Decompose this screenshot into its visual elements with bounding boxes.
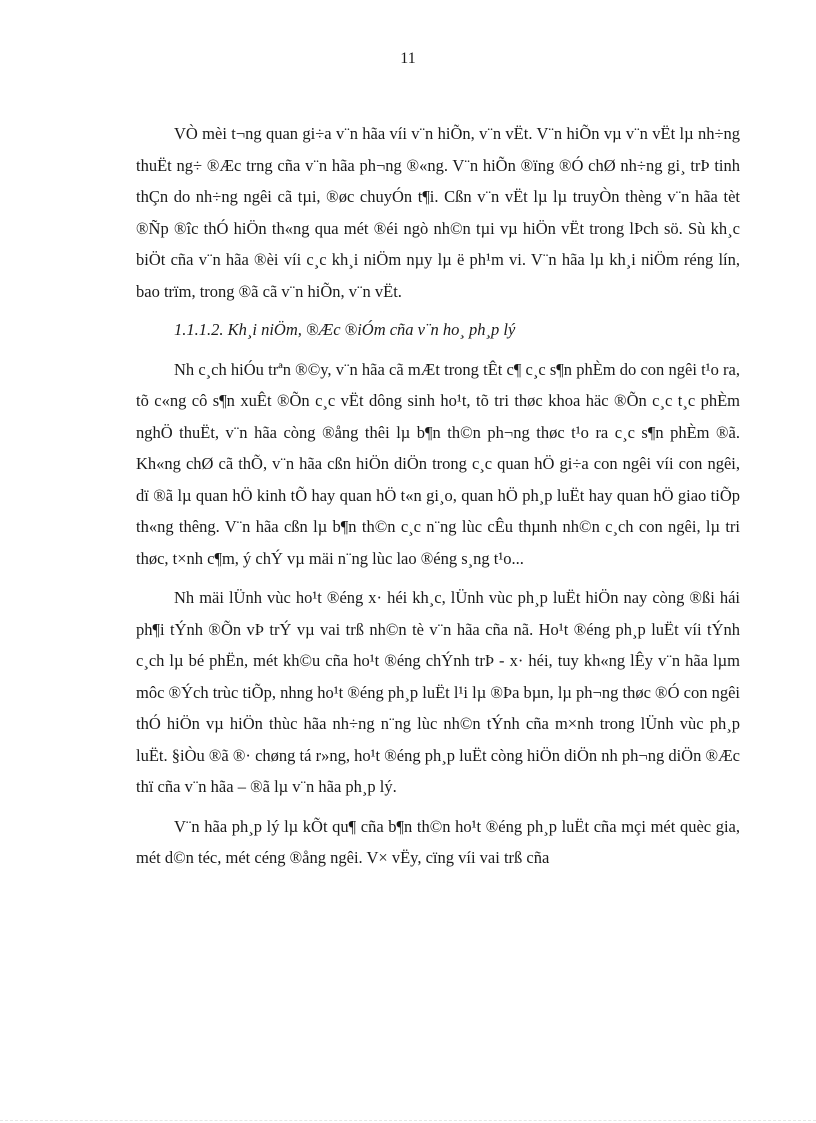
body-paragraph: VÒ mèi t¬ng quan gi÷a v¨n hãa víi v¨n hiÕn, v¨n vËt. V¨n hiÕn vµ v¨n vËt lµ nh÷ng thuËt ng÷ ®Æc trng cña v¨n hãa ph¬ng ®«ng. V¨n hiÕn ®ïng ®Ó chØ nh÷ng gi¸ trÞ tinh thÇn do nh÷ng ngêi cã tµi, ®øc chuyÓn t¶i. Cßn v¨n vËt lµ lµ truyÒn thèng v¨n hãa tèt ®Ñp ®îc thÓ hiÖn th«ng qua mét ®éi ngò nh©n tµi vµ hiÖn vËt trong lÞch sö. Sù kh¸c biÖt cña v¨n hãa ®èi víi c¸c kh¸i niÖm nµy lµ ë ph¹m vi. V¨n hãa lµ kh¸i niÖm réng lín, bao trïm, trong ®ã cã v¨n hiÕn, v¨n vËt.	[136, 124, 740, 301]
page-number: 11	[400, 50, 416, 67]
body-paragraph: Nh c¸ch hiÓu trªn ®©y, v¨n hãa cã mÆt trong tÊt c¶ c¸c s¶n phÈm do con ngêi t¹o ra, tõ c«ng cô s¶n xuÊt ®Õn c¸c vËt dông sinh ho¹t, tõ tri thøc khoa häc ®Õn c¸c t¸c phÈm nghÖ thuËt, v¨n hãa còng ®ång thêi lµ b¶n th©n ph¬ng thøc t¹o ra c¸c s¶n phÈm ®ã. Kh«ng chØ cã thÕ, v¨n hãa cßn hiÖn diÖn trong c¸c quan hÖ gi÷a con ngêi víi con ngêi, dï ®ã lµ quan hÖ kinh tÕ hay quan hÖ t«n gi¸o, quan hÖ ph¸p luËt hay quan hÖ giao tiÕp th«ng thêng. V¨n hãa cßn lµ b¶n th©n c¸c n¨ng lùc cÊu thµnh nh©n c¸ch con ngêi, lµ tri thøc, t×nh c¶m, ý chÝ vµ mäi n¨ng lùc lao ®éng s¸ng t¹o...	[136, 359, 740, 568]
body-paragraph: V¨n hãa ph¸p lý lµ kÕt qu¶ cña b¶n th©n ho¹t ®éng ph¸p luËt cña mçi mét quèc gia, mét d©n téc, mét céng ®ång ngêi. V× vËy, cïng víi vai trß cña	[136, 816, 740, 867]
page-bottom-divider	[0, 1120, 816, 1121]
body-paragraph: Nh mäi lÜnh vùc ho¹t ®éng x· héi kh¸c, lÜnh vùc ph¸p luËt hiÖn nay còng ®ßi hái ph¶i tÝnh ®Õn vÞ trÝ vµ vai trß nh©n tè v¨n hãa cña nã. Ho¹t ®éng ph¸p luËt víi tÝnh c¸ch lµ bé phËn, mét kh©u cña ho¹t ®éng chÝnh trÞ - x· héi, tuy kh«ng lÊy v¨n hãa lµm môc ®Ých trùc tiÕp, nhng ho¹t ®éng ph¸p luËt l¹i lµ ®Þa bµn, lµ ph¬ng thøc ®Ó con ngêi thÓ hiÖn vµ hiÖn thùc hãa nh÷ng n¨ng lùc nh©n tÝnh cña m×nh trong lÜnh vùc ph¸p luËt. §iÒu ®ã ®· chøng tá r»ng, ho¹t ®éng ph¸p luËt còng hiÖn diÖn nh ph¬ng diÖn ®Æc thï cña v¨n hãa – ®ã lµ v¨n hãa ph¸p lý.	[136, 588, 740, 796]
section-heading: 1.1.1.2. Kh¸i niÖm, ®Æc ®iÓm cña v¨n ho¸ ph¸p lý	[174, 320, 516, 339]
document-body	[136, 118, 740, 874]
